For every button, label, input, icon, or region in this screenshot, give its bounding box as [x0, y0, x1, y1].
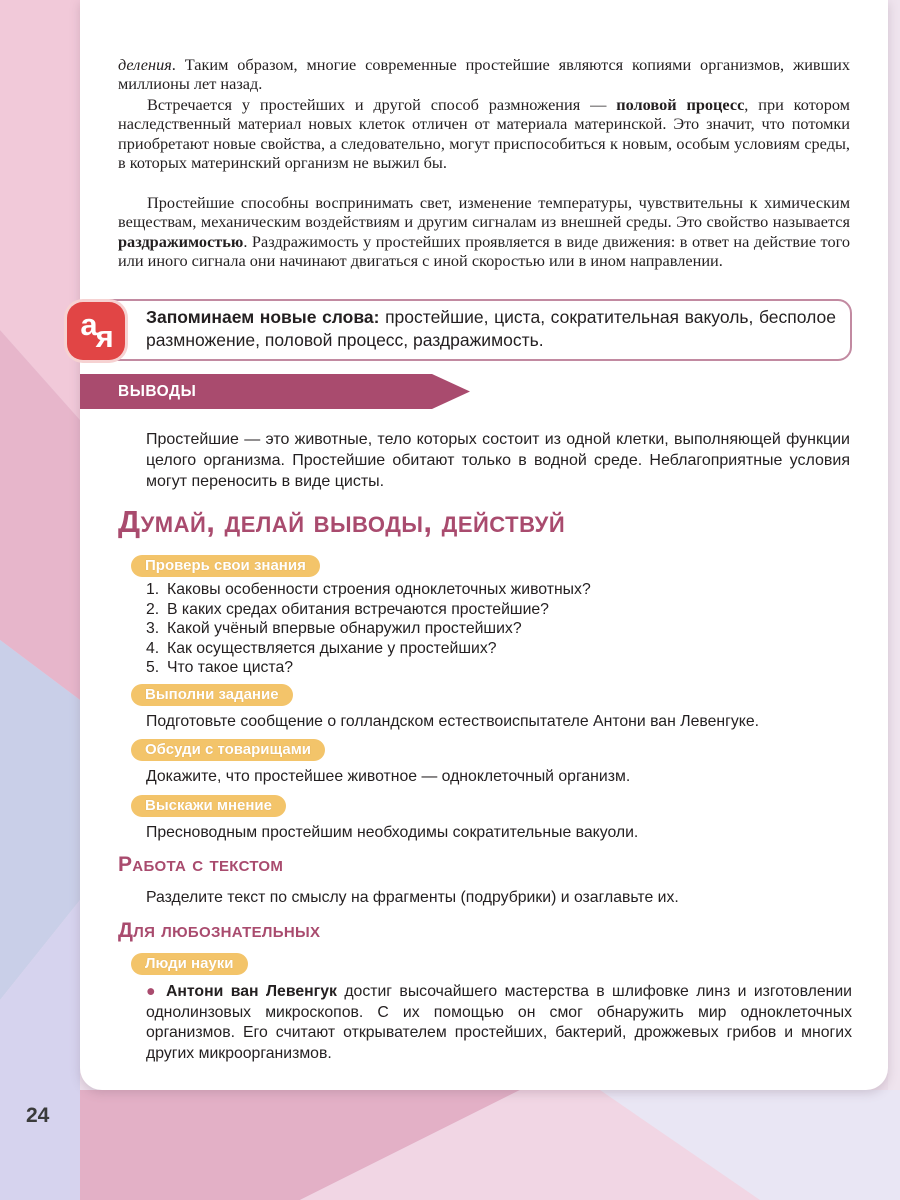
questions-list	[146, 580, 591, 678]
check-knowledge-label: Проверь свои знания	[131, 555, 320, 577]
question-number: 3.	[146, 620, 160, 637]
list-item	[146, 619, 591, 639]
discuss-label: Обсуди с товарищами	[131, 739, 325, 761]
section-heading-think: Думай, делай выводы, действуй	[118, 504, 566, 539]
opinion-text: Пресноводным простейшим необходимы сократительные вакуоли.	[146, 824, 639, 841]
bold-term: половой процесс	[616, 95, 745, 114]
people-of-science-label: Люди науки	[131, 953, 248, 975]
task-label: Выполни задание	[131, 684, 293, 706]
conclusions-text: Простейшие — это животные, тело которых состоит из одной клетки, выполняющей функции целого организма. Простейшие обитают только в водной среде. Неблагоприятные условия могут переносить в виде цисты.	[146, 431, 850, 490]
question-text: Как осуществляется дыхание у простейших?	[167, 639, 497, 657]
badge-letter-ya: я	[95, 319, 112, 354]
badge-letter-a: а	[80, 307, 96, 342]
question-text: Каковы особенности строения одноклеточных животных?	[167, 581, 591, 598]
intro-paragraph-1	[118, 55, 850, 94]
list-item	[146, 580, 591, 600]
scientist-name: Антони ван Левенгук	[165, 983, 337, 1000]
bold-term: раздражимостью	[118, 231, 244, 251]
scientist-paragraph	[146, 982, 852, 1064]
section-heading-text-work: Работа с текстом	[118, 853, 284, 876]
question-number: 2.	[146, 600, 160, 618]
scientist-text: достиг высочайшего мастерства в шлифовке линз и изготовлении однолинзовых микроскопов. С их помощью он смог обнаружить мир одноклеточных организмов. Его считают открывателем простейших, бактерий, дрожжевых грибов и многих других микроорганизмов.	[146, 983, 852, 1062]
list-item	[146, 600, 591, 620]
question-text: Какой учёный впервые обнаружил простейших?	[167, 620, 522, 637]
list-item	[146, 658, 591, 678]
question-text: В каких средах обитания встречаются простейшие?	[167, 600, 549, 618]
intro-paragraph-3	[118, 193, 850, 271]
opinion-label: Выскажи мнение	[131, 795, 286, 817]
question-number: 1.	[146, 581, 160, 598]
paragraph-text: . Таким образом, многие современные простейшие являются копиями организмов, живших миллионы лет назад.	[118, 55, 850, 94]
paragraph-text: , при котором наследственный материал новых клеток отличен от материала материнской. Это значит, что потомки приобретают новые свойства, а следовательно, могут приспособиться к новым, особым условиям среды, в которых материнский организм не выжил бы.	[118, 95, 850, 173]
question-number: 5.	[146, 659, 160, 676]
paragraph-text: Встречается у простейших и другой способ размножения —	[147, 95, 617, 114]
bullet-icon: ●	[146, 983, 159, 1000]
list-item	[146, 639, 591, 659]
paragraph-text: . Раздражимость у простейших проявляется в виде движения: в ответ на действие того или иного сигнала они начинают двигаться с иной скоростью или в ином направлении.	[118, 231, 850, 271]
vocab-text	[146, 306, 836, 352]
discuss-text: Докажите, что простейшее животное — одноклеточный организм.	[146, 768, 631, 785]
paragraph-text: Простейшие способны воспринимать свет, изменение температуры, чувствительны к химическим веществам, механическим воздействиям и другим сигналам из внешней среды. Это свойство называется	[118, 193, 850, 232]
conclusions-title: ВЫВОДЫ	[118, 383, 197, 400]
alphabet-badge-icon	[67, 302, 125, 360]
task-text: Подготовьте сообщение о голландском естествоиспытателе Антони ван Левенгуке.	[146, 713, 760, 730]
vocab-label: Запоминаем новые слова:	[146, 307, 380, 327]
vocab-words: простейшие, циста, сократительная вакуоль, бесполое размножение, половой процесс, раздражимость.	[146, 307, 836, 350]
page-number: 24	[26, 1104, 50, 1127]
intro-paragraph-2	[118, 95, 850, 173]
question-number: 4.	[146, 639, 160, 657]
question-text: Что такое циста?	[167, 659, 294, 676]
italic-term: деления	[118, 55, 172, 74]
text-work-text: Разделите текст по смыслу на фрагменты (подрубрики) и озаглавьте их.	[146, 889, 679, 906]
section-heading-curious: Для любознательных	[118, 919, 321, 942]
